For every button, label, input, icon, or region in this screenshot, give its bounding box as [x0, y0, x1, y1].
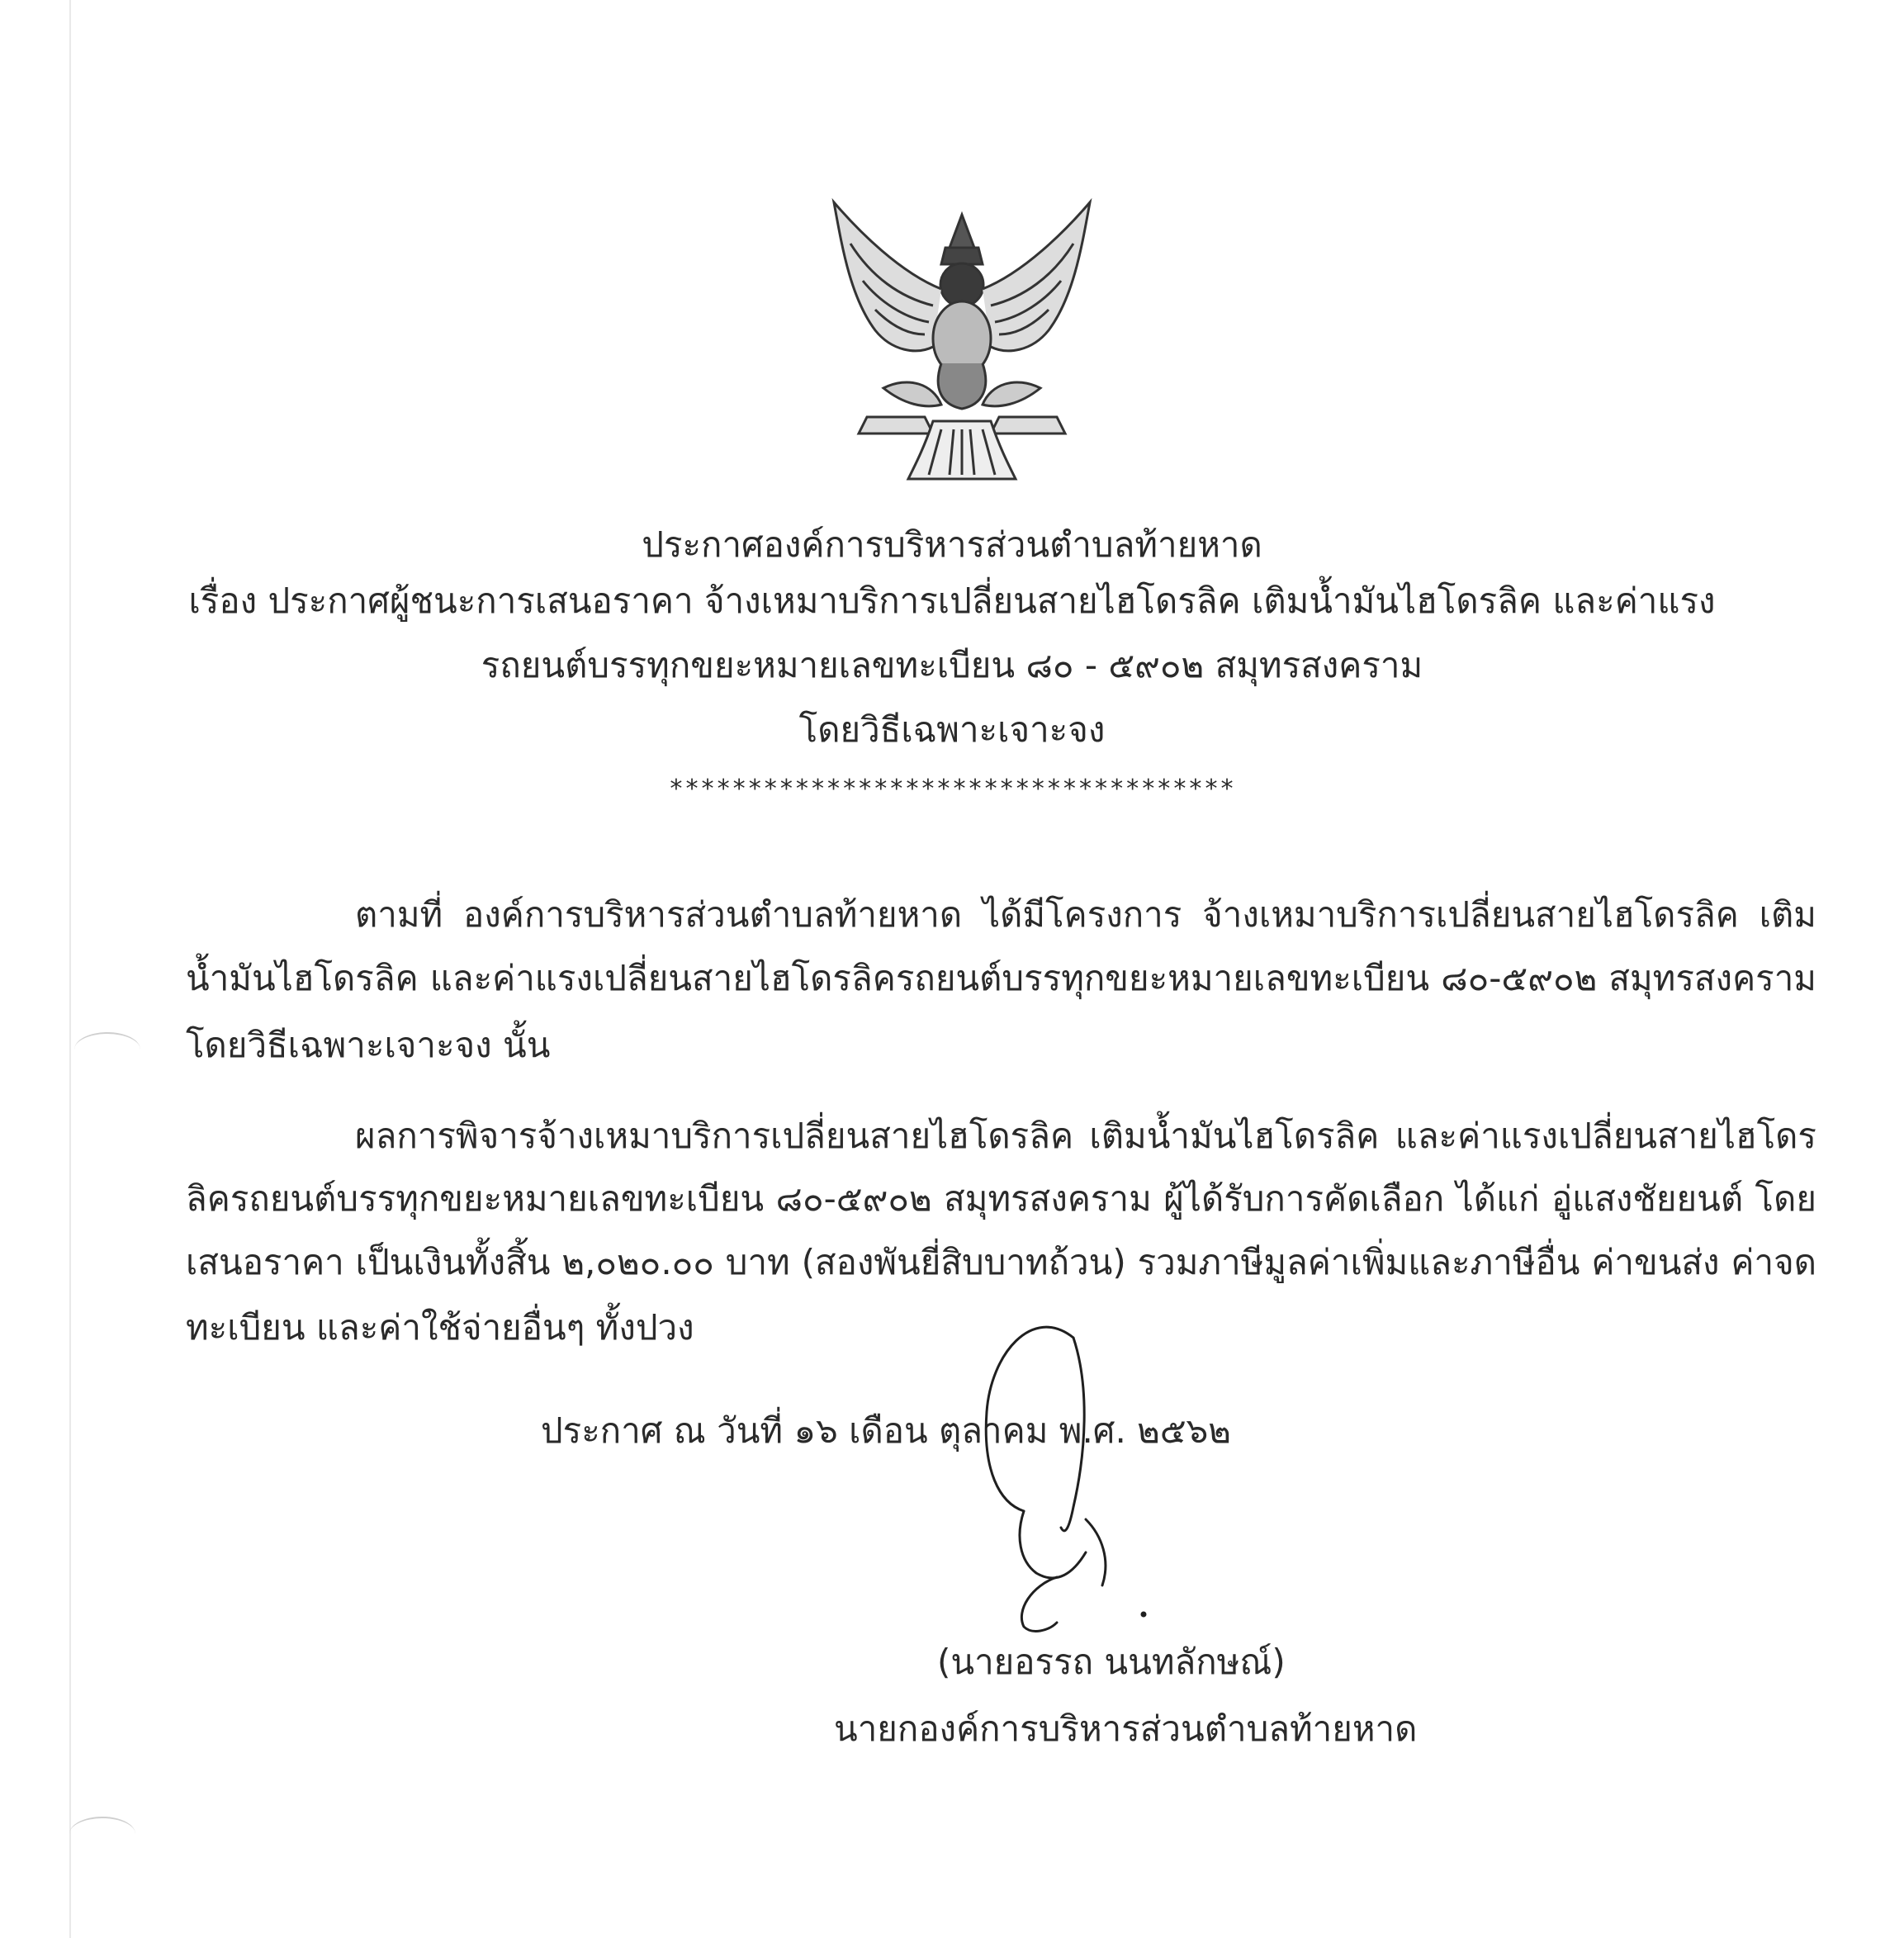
paragraph1-line1: ตามที่ องค์การบริหารส่วนตำบลท้ายหาด ได้มีโครงการ จ้างเหมาบริการเปลี่ยนสายไฮโดรลิค เติม — [355, 894, 1816, 935]
signer-position: นายกองค์การบริหารส่วนตำบลท้ายหาด — [834, 1708, 1418, 1749]
header-separator: ************************************ — [668, 775, 1236, 803]
announcement-subject-line1: เรื่อง ประกาศผู้ชนะการเสนอราคา จ้างเหมาบริการเปลี่ยนสายไฮโดรลิค เติมน้ำมันไฮโดรลิค และค่าแรง — [188, 580, 1716, 621]
announcement-title: ประกาศองค์การบริหารส่วนตำบลท้ายหาด — [642, 524, 1262, 565]
paragraph2-line3: เสนอราคา เป็นเงินทั้งสิ้น ๒,๐๒๐.๐๐ บาท (สองพันยี่สิบบาทถ้วน) รวมภาษีมูลค่าเพิ่มและภาษีอื่น ค่าขนส่ง ค่าจด — [186, 1242, 1816, 1282]
paragraph1-line2: น้ำมันไฮโดรลิค และค่าแรงเปลี่ยนสายไฮโดรลิครถยนต์บรรทุกขยะหมายเลขทะเบียน ๘๐-๕๙๐๒ สมุทรสงคราม — [186, 958, 1816, 998]
punch-hole-mark — [74, 1032, 140, 1067]
punch-hole-mark — [69, 1817, 135, 1851]
announcement-date: ประกาศ ณ วันที่ ๑๖ เดือน ตุลาคม พ.ศ. ๒๕๖๒ — [541, 1410, 1231, 1451]
paragraph2-line1: ผลการพิจารจ้างเหมาบริการเปลี่ยนสายไฮโดรลิค เติมน้ำมันไฮโดรลิค และค่าแรงเปลี่ยนสายไฮโดร — [355, 1116, 1816, 1156]
announcement-method: โดยวิธีเฉพาะเจาะจง — [798, 709, 1106, 750]
page-edge-line — [69, 0, 71, 1938]
paragraph1-line3: โดยวิธีเฉพาะเจาะจง นั้น — [186, 1025, 551, 1065]
paragraph2-line4: ทะเบียน และค่าใช้จ่ายอื่นๆ ทั้งปวง — [186, 1307, 694, 1348]
garuda-emblem-icon — [826, 198, 1098, 483]
handwritten-signature-icon — [925, 1288, 1172, 1635]
announcement-subject-line2: รถยนต์บรรทุกขยะหมายเลขทะเบียน ๘๐ - ๕๙๐๒ สมุทรสงคราม — [481, 645, 1423, 685]
signer-name: (นายอรรถ นนทลักษณ์) — [937, 1642, 1286, 1682]
paragraph2-line2: ลิครถยนต์บรรทุกขยะหมายเลขทะเบียน ๘๐-๕๙๐๒ สมุทรสงคราม ผู้ได้รับการคัดเลือก ได้แก่ อู่แสงชัยยนต์ โดย — [186, 1178, 1816, 1219]
